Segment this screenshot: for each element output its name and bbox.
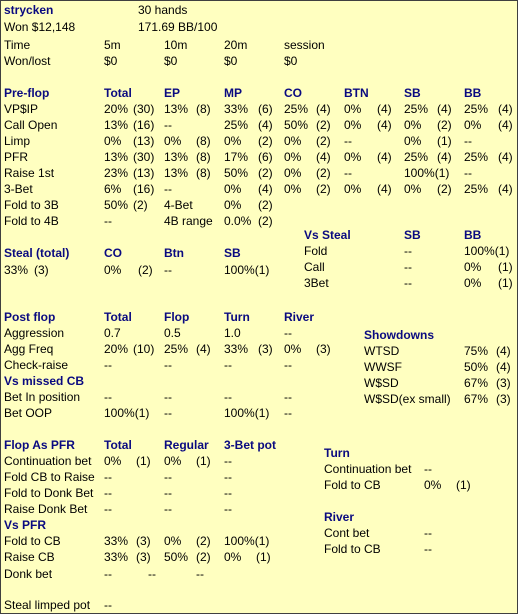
vs-pfr-raise-cb-regular: 50% (164, 550, 189, 564)
wsd-ex-small-label: W$SD(ex small) (364, 392, 451, 406)
preflop-call-open-cell: (4) (258, 118, 273, 132)
bet-oop-river: -- (284, 406, 292, 420)
preflop-pfr-cell: 13% (164, 150, 189, 164)
fold-cb-to-raise-regular: -- (164, 470, 172, 484)
river-cbet-value: -- (424, 526, 432, 540)
agg-freq-total: 20% (104, 342, 129, 356)
preflop-header: Pre-flop (4, 86, 50, 100)
turn-cbet-value: -- (424, 462, 432, 476)
turn-fold-cb-label: Fold to CB (324, 478, 381, 492)
preflop-vpip-cell: 25% (464, 102, 489, 116)
vs-steal-fold-bb: 100%(1) (464, 244, 510, 258)
preflop-call-open-cell: 0% (344, 118, 362, 132)
vs-pfr-header: Vs PFR (4, 518, 47, 532)
preflop-vpip-cell: 33% (224, 102, 249, 116)
vs-pfr-fold-cb-total: 33% (104, 534, 129, 548)
donk-bet-3bet: -- (196, 567, 204, 581)
flop-pfr-col-3bet: 3-Bet pot (224, 438, 276, 452)
preflop-3bet-cell: -- (164, 182, 172, 196)
vs-missed-cb-header: Vs missed CB (4, 374, 85, 388)
river-fold-cb-label: Fold to CB (324, 542, 381, 556)
preflop-vpip-cell: (8) (196, 102, 211, 116)
agg-freq-label: Agg Freq (4, 342, 54, 356)
postflop-col-river: River (284, 310, 315, 324)
preflop-vpip-cell: (6) (258, 102, 273, 116)
preflop-vpip-cell: (30) (133, 102, 155, 116)
preflop-call-open-cell: (4) (498, 118, 513, 132)
postflop-col-flop: Flop (164, 310, 190, 324)
preflop-col-co: CO (284, 86, 302, 100)
turn-fold-cb-value: 0% (424, 478, 442, 492)
wsd-count: (3) (496, 376, 511, 390)
preflop-vpip-cell: 20% (104, 102, 129, 116)
preflop-vpip-cell: (4) (377, 102, 392, 116)
aggression-total: 0.7 (104, 326, 121, 340)
preflop-limp-cell: (2) (316, 134, 331, 148)
postflop-col-total: Total (104, 310, 132, 324)
preflop-limp-cell: 0% (104, 134, 122, 148)
four-bet-range-label: 4B range (164, 214, 213, 228)
steal-limped-pot-value: -- (104, 598, 112, 612)
preflop-raise-1st-cell: (13) (133, 166, 155, 180)
preflop-limp-cell: (8) (196, 134, 211, 148)
four-bet-range-value: 0.0% (224, 214, 252, 228)
vs-pfr-raise-cb-total: 33% (104, 550, 129, 564)
postflop-header: Post flop (4, 310, 56, 324)
preflop-call-open-cell: (16) (133, 118, 155, 132)
wonlost-10m: $0 (164, 54, 178, 68)
time-10m: 10m (164, 38, 188, 52)
vs-steal-call-bb-count: (1) (498, 260, 513, 274)
steal-col-btn: Btn (164, 246, 184, 260)
preflop-limp-cell: -- (464, 134, 472, 148)
agg-freq-total-count: (10) (133, 342, 155, 356)
agg-freq-turn: 33% (224, 342, 249, 356)
preflop-3bet-cell: 6% (104, 182, 122, 196)
vs-steal-col-bb: BB (464, 228, 482, 242)
preflop-vpip-cell: 13% (164, 102, 189, 116)
preflop-3bet-cell: (2) (316, 182, 331, 196)
preflop-call-open-cell: 0% (404, 118, 422, 132)
preflop-3bet-label: 3-Bet (4, 182, 33, 196)
preflop-raise-1st-cell: 13% (164, 166, 189, 180)
preflop-call-open-label: Call Open (4, 118, 58, 132)
preflop-raise-1st-cell: (8) (196, 166, 211, 180)
flop-pfr-col-total: Total (104, 438, 132, 452)
vs-pfr-raise-cb-total-count: (3) (136, 550, 151, 564)
bet-in-position-flop: -- (164, 390, 172, 404)
preflop-limp-cell: -- (344, 134, 352, 148)
wwsf-count: (4) (496, 360, 511, 374)
preflop-3bet-cell: 25% (464, 182, 489, 196)
fold-cb-to-raise-label: Fold CB to Raise (4, 470, 95, 484)
won-amount: Won $12,148 (4, 20, 76, 34)
fold-to-donk-3bet: -- (224, 486, 232, 500)
fold-to-3b-count: (2) (133, 198, 148, 212)
preflop-call-open-cell: 25% (224, 118, 249, 132)
agg-freq-flop: 25% (164, 342, 189, 356)
check-raise-total: -- (104, 358, 112, 372)
preflop-call-open-cell: (2) (437, 118, 452, 132)
vs-pfr-raise-cb-regular-count: (2) (196, 550, 211, 564)
check-raise-label: Check-raise (4, 358, 69, 372)
preflop-raise-1st-cell: -- (344, 166, 352, 180)
preflop-3bet-cell: 0% (284, 182, 302, 196)
wonlost-20m: $0 (224, 54, 238, 68)
wsd-ex-small-count: (3) (496, 392, 511, 406)
bet-in-position-river: -- (284, 390, 292, 404)
preflop-limp-label: Limp (4, 134, 31, 148)
wwsf-label: WWSF (364, 360, 402, 374)
flop-as-pfr-header: Flop As PFR (4, 438, 75, 452)
vs-pfr-fold-cb-total-count: (3) (136, 534, 151, 548)
vs-steal-col-sb: SB (404, 228, 421, 242)
wonlost-label: Won/lost (4, 54, 51, 68)
time-20m: 20m (224, 38, 248, 52)
fold-to-3b-label: Fold to 3B (4, 198, 59, 212)
cbet-label: Continuation bet (4, 454, 92, 468)
agg-freq-river-count: (3) (316, 342, 331, 356)
preflop-limp-cell: (2) (258, 134, 273, 148)
preflop-col-ep: EP (164, 86, 181, 100)
preflop-raise-1st-cell: -- (464, 166, 472, 180)
wtsd-label: WTSD (364, 344, 400, 358)
bet-oop-total: 100%(1) (104, 406, 150, 420)
preflop-pfr-cell: 13% (104, 150, 129, 164)
preflop-pfr-cell: 25% (464, 150, 489, 164)
preflop-pfr-cell: 25% (404, 150, 429, 164)
preflop-vpip-cell: 25% (404, 102, 429, 116)
preflop-col-sb: SB (404, 86, 421, 100)
preflop-pfr-label: PFR (4, 150, 28, 164)
cbet-regular: 0% (164, 454, 182, 468)
preflop-vpip-cell: (4) (316, 102, 331, 116)
vs-pfr-raise-cb-3bet: 0% (224, 550, 242, 564)
wtsd-value: 75% (464, 344, 489, 358)
aggression-turn: 1.0 (224, 326, 241, 340)
preflop-limp-cell: (13) (133, 134, 155, 148)
bet-oop-flop: -- (164, 406, 172, 420)
four-bet-value: 0% (224, 198, 242, 212)
bet-oop-label: Bet OOP (4, 406, 53, 420)
fold-cb-to-raise-3bet: -- (224, 470, 232, 484)
bb-per-100: 171.69 BB/100 (138, 20, 218, 34)
bet-in-position-turn: -- (224, 390, 232, 404)
cbet-regular-count: (1) (196, 454, 211, 468)
wtsd-count: (4) (496, 344, 511, 358)
preflop-limp-cell: (1) (437, 134, 452, 148)
preflop-call-open-cell: (4) (377, 118, 392, 132)
preflop-3bet-cell: (4) (377, 182, 392, 196)
preflop-3bet-cell: (4) (258, 182, 273, 196)
steal-sb-value: 100%(1) (224, 263, 270, 277)
raise-donk-total: -- (104, 502, 112, 516)
preflop-3bet-cell: (2) (437, 182, 452, 196)
four-bet-label: 4-Bet (164, 198, 193, 212)
preflop-3bet-cell: (16) (133, 182, 155, 196)
flop-pfr-col-regular: Regular (164, 438, 209, 452)
preflop-raise-1st-cell: 23% (104, 166, 129, 180)
vs-steal-3bet-label: 3Bet (304, 276, 329, 290)
preflop-vpip-label: VP$IP (4, 102, 39, 116)
aggression-label: Aggression (4, 326, 65, 340)
aggression-river: -- (284, 326, 292, 340)
turn-fold-cb-count: (1) (456, 478, 471, 492)
preflop-limp-cell: 0% (404, 134, 422, 148)
fold-to-3b-value: 50% (104, 198, 129, 212)
preflop-col-bb: BB (464, 86, 482, 100)
preflop-3bet-cell: 0% (224, 182, 242, 196)
preflop-call-open-cell: (2) (316, 118, 331, 132)
preflop-3bet-cell: 0% (344, 182, 362, 196)
preflop-call-open-cell: 13% (104, 118, 129, 132)
donk-bet-total: -- (104, 567, 112, 581)
four-bet-range-count: (2) (258, 214, 273, 228)
fold-cb-to-raise-total: -- (104, 470, 112, 484)
bet-oop-turn: 100%(1) (224, 406, 270, 420)
wsd-label: W$SD (364, 376, 399, 390)
vs-steal-3bet-sb: -- (404, 276, 412, 290)
preflop-limp-cell: 0% (164, 134, 182, 148)
agg-freq-turn-count: (3) (258, 342, 273, 356)
vs-pfr-fold-cb-regular: 0% (164, 534, 182, 548)
preflop-raise-1st-cell: (2) (258, 166, 273, 180)
steal-co-value: 0% (104, 263, 122, 277)
turn-header: Turn (324, 446, 350, 460)
fold-to-donk-label: Fold to Donk Bet (4, 486, 94, 500)
preflop-call-open-cell: 0% (464, 118, 482, 132)
vs-steal-fold-label: Fold (304, 244, 328, 258)
fold-to-4b-value: -- (104, 214, 112, 228)
four-bet-count: (2) (258, 198, 273, 212)
vs-steal-fold-sb: -- (404, 244, 412, 258)
vs-steal-header: Vs Steal (304, 228, 351, 242)
steal-col-sb: SB (224, 246, 241, 260)
steal-limped-pot-label: Steal limped pot (4, 598, 91, 612)
vs-steal-call-label: Call (304, 260, 325, 274)
preflop-raise-1st-label: Raise 1st (4, 166, 55, 180)
wonlost-5m: $0 (104, 54, 118, 68)
preflop-col-mp: MP (224, 86, 242, 100)
preflop-pfr-cell: (4) (377, 150, 392, 164)
bet-in-position-label: Bet In position (4, 390, 81, 404)
hands-count: 30 hands (138, 3, 188, 17)
turn-cbet-label: Continuation bet (324, 462, 412, 476)
fold-to-donk-regular: -- (164, 486, 172, 500)
steal-co-count: (2) (138, 263, 153, 277)
preflop-pfr-cell: (30) (133, 150, 155, 164)
preflop-call-open-cell: -- (164, 118, 172, 132)
vs-steal-call-bb: 0% (464, 260, 482, 274)
vs-pfr-fold-cb-3bet: 100%(1) (224, 534, 270, 548)
raise-donk-3bet: -- (224, 502, 232, 516)
fold-to-donk-total: -- (104, 486, 112, 500)
check-raise-river: -- (284, 358, 292, 372)
preflop-vpip-cell: (4) (437, 102, 452, 116)
preflop-limp-cell: 0% (224, 134, 242, 148)
bet-in-position-total: -- (104, 390, 112, 404)
donk-bet-regular: -- (148, 567, 156, 581)
donk-bet-label: Donk bet (4, 567, 53, 581)
time-label: Time (4, 38, 31, 52)
time-session: session (284, 38, 325, 52)
vs-pfr-raise-cb-label: Raise CB (4, 550, 55, 564)
preflop-pfr-cell: 17% (224, 150, 249, 164)
vs-steal-3bet-bb: 0% (464, 276, 482, 290)
preflop-pfr-cell: (8) (196, 150, 211, 164)
preflop-raise-1st-cell: 100%(1) (404, 166, 450, 180)
preflop-vpip-cell: (4) (498, 102, 513, 116)
check-raise-flop: -- (164, 358, 172, 372)
steal-btn-value: -- (164, 263, 172, 277)
steal-total-value: 33% (4, 263, 29, 277)
vs-pfr-raise-cb-3bet-count: (1) (256, 550, 271, 564)
preflop-raise-1st-cell: (2) (316, 166, 331, 180)
preflop-3bet-cell: (4) (498, 182, 513, 196)
time-5m: 5m (104, 38, 121, 52)
preflop-vpip-cell: 25% (284, 102, 309, 116)
wwsf-value: 50% (464, 360, 489, 374)
river-fold-cb-value: -- (424, 542, 432, 556)
river-cbet-label: Cont bet (324, 526, 370, 540)
preflop-raise-1st-cell: 50% (224, 166, 249, 180)
cbet-total-count: (1) (136, 454, 151, 468)
fold-to-4b-label: Fold to 4B (4, 214, 59, 228)
wonlost-session: $0 (284, 54, 298, 68)
preflop-raise-1st-cell: 0% (284, 166, 302, 180)
preflop-pfr-cell: (4) (498, 150, 513, 164)
steal-col-co: CO (104, 246, 122, 260)
postflop-col-turn: Turn (224, 310, 250, 324)
cbet-total: 0% (104, 454, 122, 468)
vs-steal-call-sb: -- (404, 260, 412, 274)
preflop-pfr-cell: (6) (258, 150, 273, 164)
cbet-3bet: -- (224, 454, 232, 468)
wsd-ex-small-value: 67% (464, 392, 489, 406)
agg-freq-flop-count: (4) (196, 342, 211, 356)
preflop-call-open-cell: 50% (284, 118, 309, 132)
vs-steal-3bet-bb-count: (1) (498, 276, 513, 290)
preflop-col-btn: BTN (344, 86, 369, 100)
wsd-value: 67% (464, 376, 489, 390)
preflop-limp-cell: 0% (284, 134, 302, 148)
preflop-pfr-cell: (4) (437, 150, 452, 164)
raise-donk-label: Raise Donk Bet (4, 502, 88, 516)
check-raise-turn: -- (224, 358, 232, 372)
preflop-pfr-cell: 0% (284, 150, 302, 164)
preflop-vpip-cell: 0% (344, 102, 362, 116)
river-header: River (324, 510, 355, 524)
preflop-pfr-cell: 0% (344, 150, 362, 164)
player-name: strycken (4, 3, 54, 17)
aggression-flop: 0.5 (164, 326, 181, 340)
preflop-pfr-cell: (4) (316, 150, 331, 164)
steal-total-header: Steal (total) (4, 246, 70, 260)
raise-donk-regular: -- (164, 502, 172, 516)
vs-pfr-fold-cb-regular-count: (2) (196, 534, 211, 548)
preflop-3bet-cell: 0% (404, 182, 422, 196)
preflop-col-total: Total (104, 86, 132, 100)
showdowns-header: Showdowns (364, 328, 434, 342)
steal-total-count: (3) (34, 263, 49, 277)
vs-pfr-fold-cb-label: Fold to CB (4, 534, 61, 548)
agg-freq-river: 0% (284, 342, 302, 356)
